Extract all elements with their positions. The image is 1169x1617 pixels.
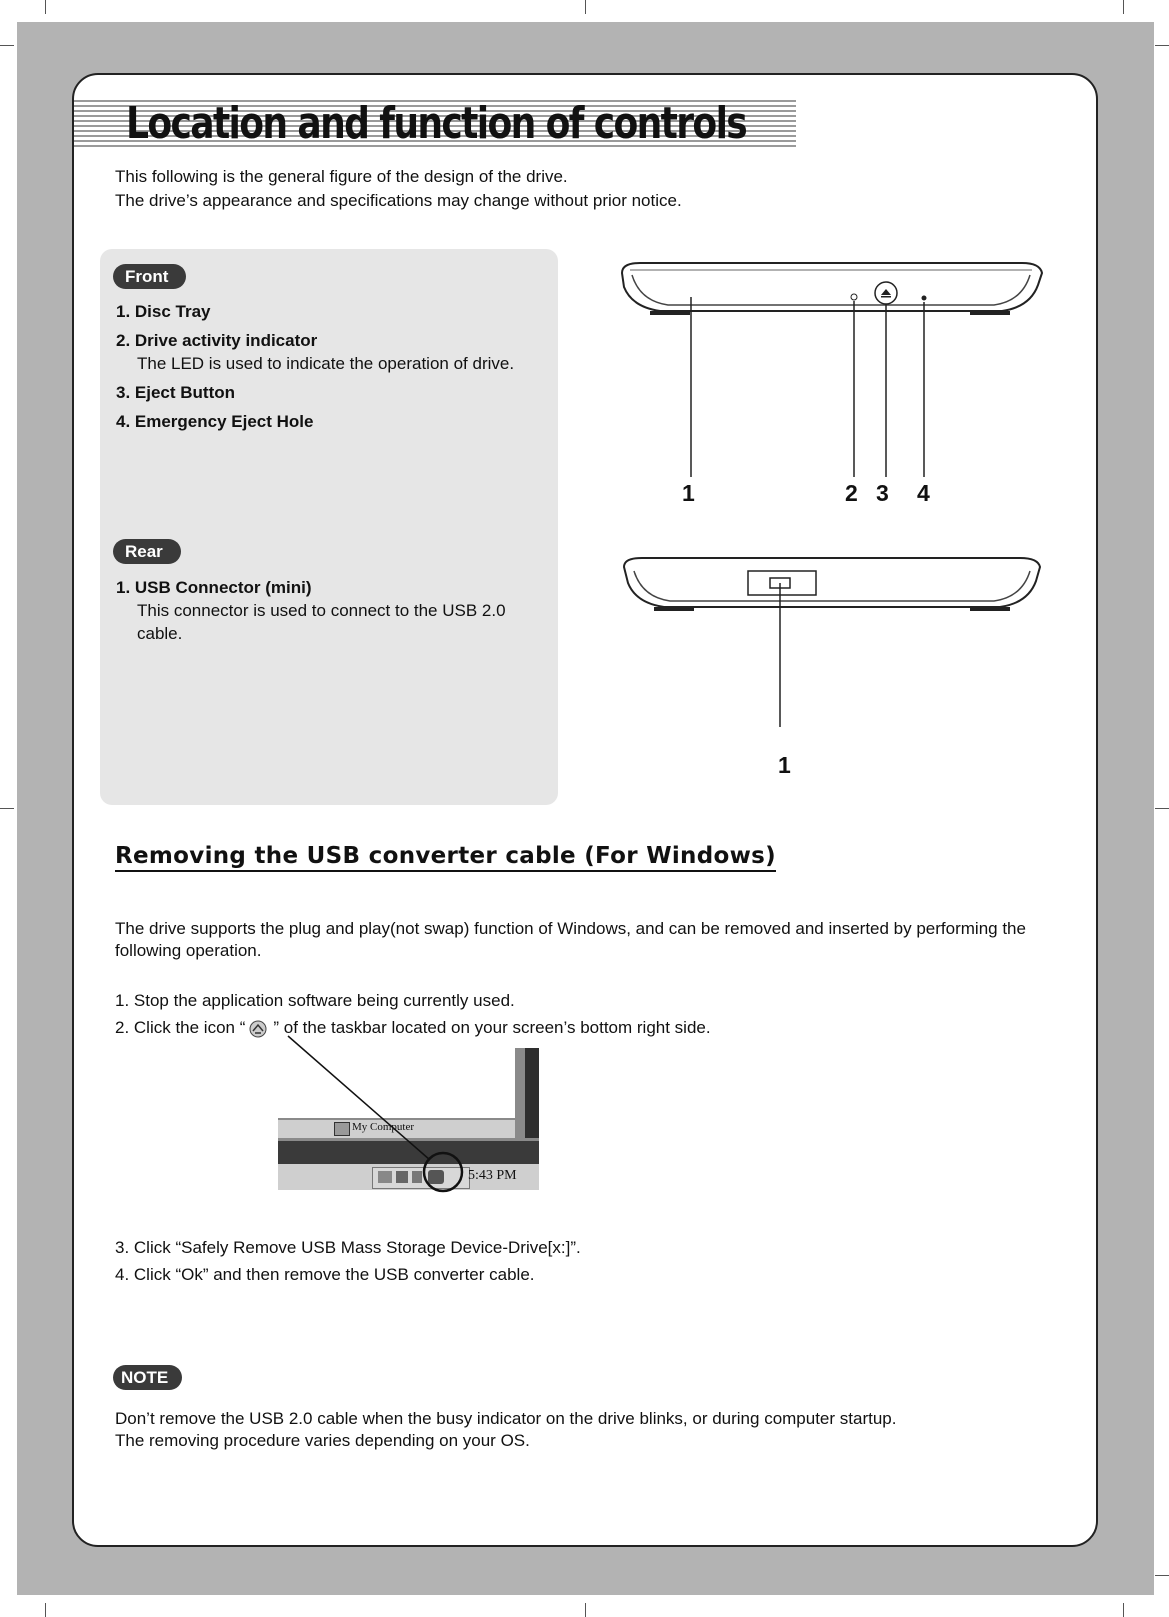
taskbar-window-label: My Computer: [352, 1121, 415, 1133]
rear-item-description: This connector is used to connect to the USB 2.0 cable.: [137, 601, 506, 643]
step-text: 1. Stop the application software being currently used.: [115, 991, 515, 1010]
intro-line: This following is the general figure of the design of the drive.: [115, 167, 568, 186]
callout-number: 3: [876, 480, 889, 506]
note-text: The removing procedure varies depending on your OS.: [115, 1431, 530, 1450]
front-item-heading: 4. Emergency Eject Hole: [116, 412, 314, 431]
step-text-part: ” of the taskbar located on your screen’s bottom right side.: [273, 1018, 711, 1037]
front-item-description: The LED is used to indicate the operation of drive.: [137, 354, 515, 373]
front-item-heading: 1. Disc Tray: [116, 302, 211, 321]
taskbar-clock: 5:43 PM: [468, 1168, 517, 1183]
step-text: 3. Click “Safely Remove USB Mass Storage Device-Drive[x:]”.: [115, 1238, 581, 1257]
rear-item-heading: 1. USB Connector (mini): [116, 578, 312, 597]
page-title: Location and function of controls: [126, 98, 747, 149]
front-item-heading: 3. Eject Button: [116, 383, 236, 402]
step-text: 4. Click “Ok” and then remove the USB converter cable.: [115, 1265, 535, 1284]
rear-label-badge: Rear: [113, 539, 181, 564]
note-text: Don’t remove the USB 2.0 cable when the busy indicator on the drive blinks, or during computer startup.: [115, 1409, 897, 1428]
callout-number: 1: [682, 480, 695, 506]
callout-number: 4: [917, 480, 930, 506]
removing-paragraph: The drive supports the plug and play(not swap) function of Windows, and can be removed and inserted by performing the following operation.: [115, 919, 1026, 960]
intro-line: The drive’s appearance and specifications may change without prior notice.: [115, 191, 682, 210]
callout-number: 1: [778, 752, 791, 778]
callout-number: 2: [845, 480, 858, 506]
front-label-badge: Front: [113, 264, 186, 289]
front-item-heading: 2. Drive activity indicator: [116, 331, 318, 350]
step-text-part: 2. Click the icon “: [115, 1018, 246, 1037]
section-heading: Removing the USB converter cable (For Windows): [115, 843, 776, 872]
note-label-badge: NOTE: [113, 1365, 182, 1390]
